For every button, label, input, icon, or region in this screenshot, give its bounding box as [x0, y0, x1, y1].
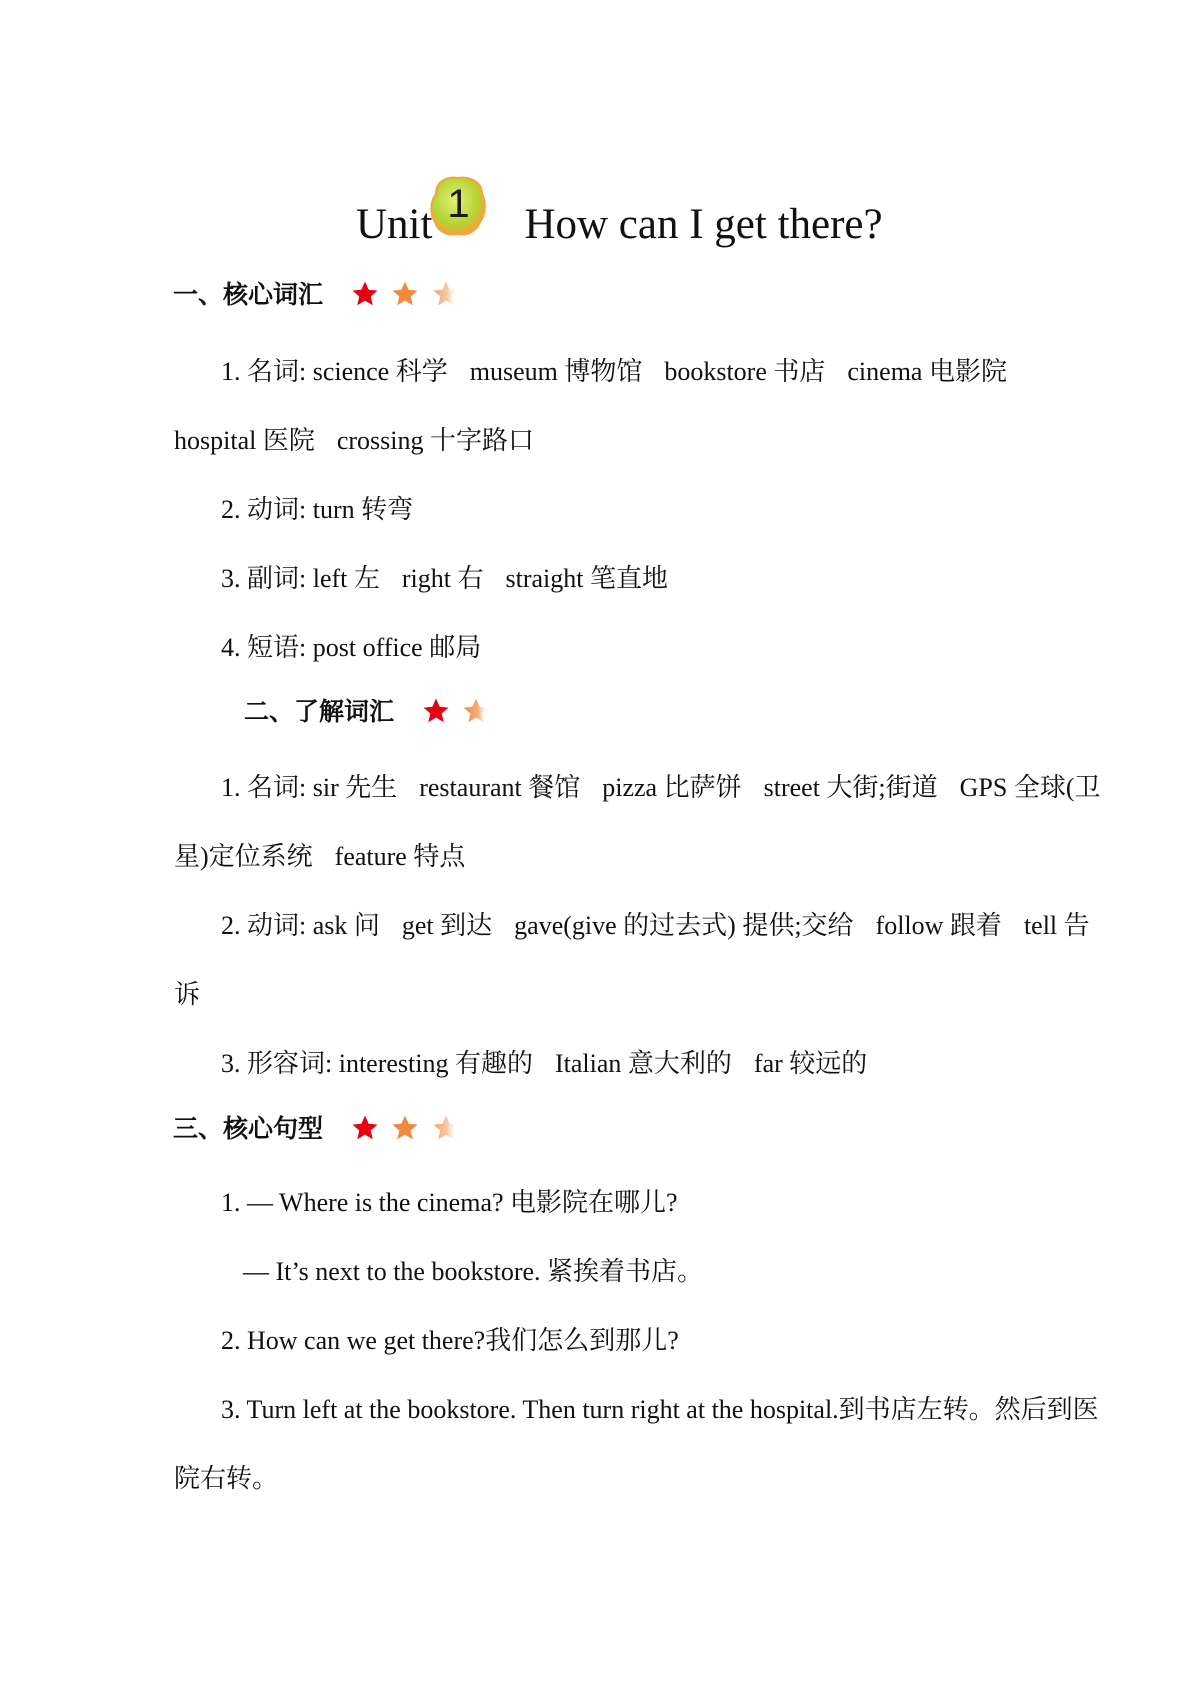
vocab-entry: 2. 动词: ask 问 — [221, 911, 380, 940]
star-full-icon — [421, 696, 451, 726]
vocab-entry: pizza 比萨饼 — [602, 773, 742, 802]
sentence-line — [221, 1187, 678, 1219]
vocab-entry: straight 笔直地 — [505, 564, 668, 593]
rating-stars — [350, 1110, 463, 1144]
vocab-entry: 诉 — [174, 980, 201, 1009]
vocab-entry: 3. 副词: left 左 — [221, 564, 380, 593]
vocab-entry: get 到达 — [401, 911, 493, 940]
unit-number-badge — [430, 174, 486, 240]
vocab-entry: right 右 — [401, 564, 484, 593]
star-full-icon — [350, 1113, 380, 1143]
vocab-adverbs-line — [221, 563, 668, 595]
sentence-line — [221, 1325, 679, 1357]
sentence-line — [243, 1256, 703, 1288]
vocab-entry: 1. 名词: sir 先生 — [221, 773, 398, 802]
sentence-text: 院右转。 — [174, 1464, 279, 1493]
section-heading-core-sentences — [173, 1112, 463, 1146]
vocab-entry: restaurant 餐馆 — [419, 773, 581, 802]
rating-stars — [421, 693, 494, 727]
section-title: 一、核心词汇 — [173, 280, 324, 309]
star-orange-icon — [390, 279, 420, 309]
vocab-nouns-line — [221, 356, 1007, 388]
known-adjectives-line — [221, 1048, 867, 1080]
vocab-verbs-line — [221, 494, 413, 526]
vocab-entry: follow 跟着 — [875, 911, 1002, 940]
vocab-entry: tell 告 — [1023, 911, 1090, 940]
known-nouns-line — [221, 772, 1101, 804]
known-nouns-line-continued — [174, 841, 465, 873]
unit-word: Unit — [356, 201, 433, 248]
vocab-entry: 星)定位系统 — [174, 842, 313, 871]
vocab-entry: Italian 意大利的 — [554, 1049, 732, 1078]
sentence-text: 2. How can we get there?我们怎么到那儿? — [221, 1326, 679, 1355]
sentence-text: 3. Turn left at the bookstore. Then turn right at the hospital.到书店左转。然后到医 — [221, 1395, 1099, 1424]
vocab-nouns-line-continued — [174, 425, 534, 457]
vocab-entry: hospital 医院 — [174, 426, 315, 455]
sentence-line-continued — [174, 1463, 278, 1495]
vocab-entry: 1. 名词: science 科学 — [221, 357, 448, 386]
vocab-entry: gave(give 的过去式) 提供;交给 — [514, 911, 854, 940]
known-verbs-line-continued — [174, 979, 200, 1011]
section-heading-known-vocab — [244, 695, 493, 729]
vocab-entry: museum 博物馆 — [469, 357, 643, 386]
section-title: 二、了解词汇 — [244, 697, 395, 726]
known-verbs-line — [221, 910, 1090, 942]
unit-number: 1 — [447, 182, 470, 226]
star-full-icon — [350, 279, 380, 309]
vocab-entry: GPS 全球(卫 — [959, 773, 1101, 802]
page-title: How can I get there? — [524, 201, 883, 248]
star-orange-icon — [390, 1113, 420, 1143]
vocab-entry: far 较远的 — [753, 1049, 868, 1078]
star-faint-half-icon — [431, 279, 461, 309]
star-orange-half-icon — [461, 696, 491, 726]
sentence-line — [221, 1394, 1099, 1426]
star-faint-half-icon — [431, 1113, 461, 1143]
vocab-entry: 4. 短语: post office 邮局 — [221, 633, 482, 662]
vocab-entry: bookstore 书店 — [664, 357, 826, 386]
vocab-entry: crossing 十字路口 — [336, 426, 535, 455]
rating-stars — [350, 276, 463, 310]
sentence-text: — It’s next to the bookstore. 紧挨着书店。 — [243, 1257, 704, 1286]
unit-title — [356, 182, 883, 260]
section-heading-core-vocab — [173, 278, 463, 312]
section-title: 三、核心句型 — [173, 1114, 324, 1143]
vocab-entry: 3. 形容词: interesting 有趣的 — [221, 1049, 533, 1078]
vocab-entry: feature 特点 — [334, 842, 466, 871]
vocab-entry: cinema 电影院 — [847, 357, 1007, 386]
sentence-text: 1. — Where is the cinema? 电影院在哪儿? — [221, 1188, 678, 1217]
vocab-entry: street 大街;街道 — [763, 773, 938, 802]
vocab-phrases-line — [221, 632, 481, 664]
vocab-entry: 2. 动词: turn 转弯 — [221, 495, 414, 524]
